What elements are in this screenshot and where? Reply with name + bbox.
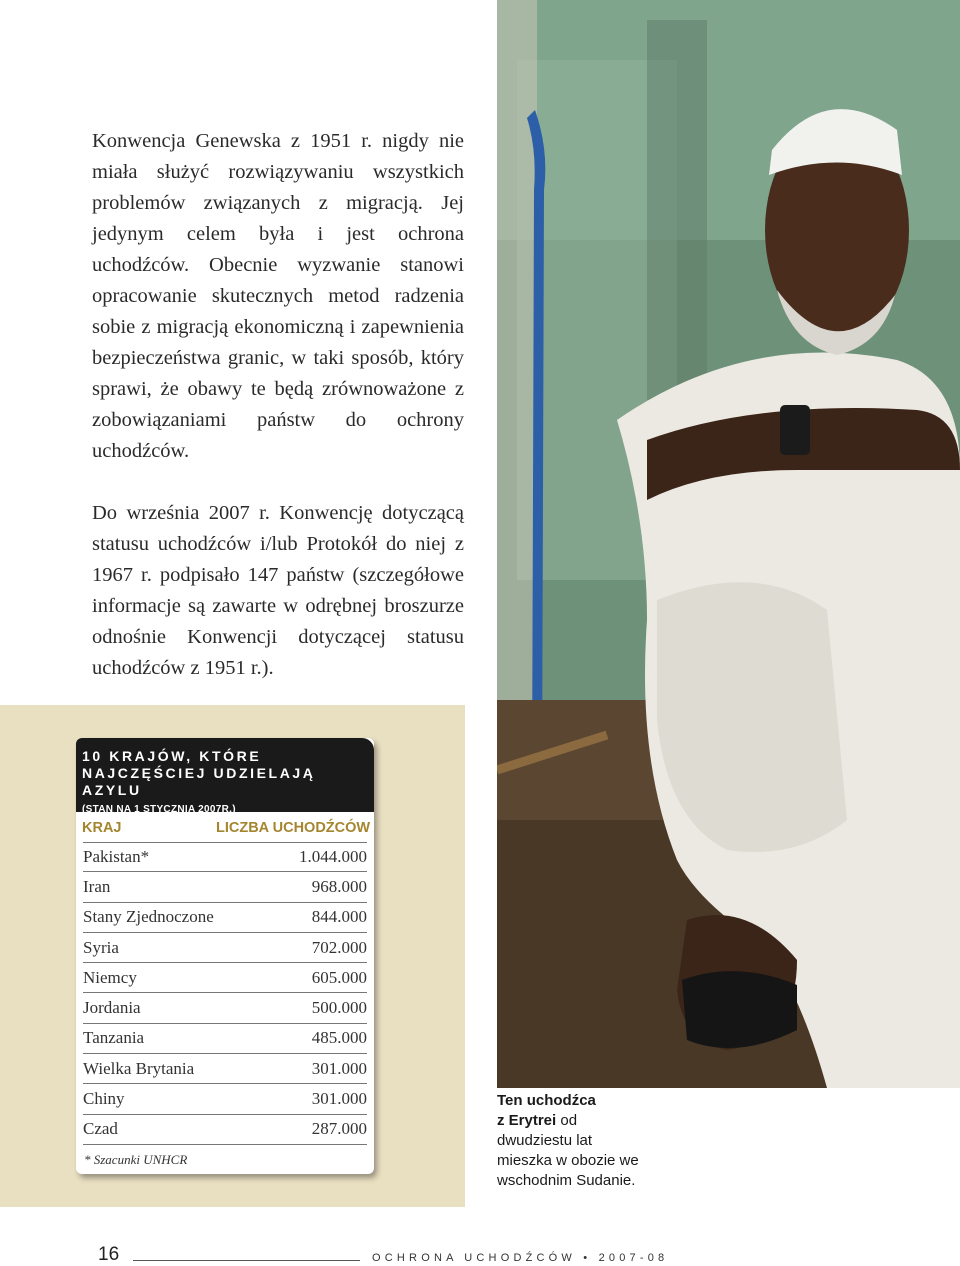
- column-header-count: LICZBA UCHODŹCÓW: [216, 820, 371, 836]
- publication-title: OCHRONA UCHODŹCÓW • 2007-08: [372, 1252, 669, 1264]
- caption-bold: z Erytrei: [497, 1112, 557, 1129]
- country-cell: Jordania: [83, 998, 141, 1018]
- table-title: 10 KRAJÓW, KTÓRE NAJCZĘŚCIEJ UDZIELAJĄ AZYLU: [82, 748, 316, 798]
- count-cell: 1.044.000: [299, 847, 367, 867]
- table-row: [83, 903, 367, 933]
- paragraph: Do września 2007 r. Konwencję dotyczącą statusu uchodźców i/lub Protokół do niej z 1967 r. podpisało 147 państw (szczegółowe informacje są zawarte w odrębnej broszurze odnośnie Konwencji dotyczącej statusu uchodźców z 1951 r.).: [92, 502, 464, 679]
- page-number: 16: [98, 1244, 120, 1265]
- table-row: [83, 993, 367, 1023]
- country-cell: Pakistan*: [83, 847, 150, 867]
- country-cell: Chiny: [83, 1089, 125, 1109]
- caption-text: od: [556, 1112, 578, 1129]
- table-footnote: * Szacunki UNHCR: [84, 1152, 188, 1167]
- country-cell: Syria: [83, 937, 119, 957]
- table-header: [76, 738, 374, 815]
- country-cell: Tanzania: [83, 1028, 145, 1048]
- table-row: [83, 933, 367, 963]
- table-row: [83, 842, 367, 872]
- count-cell: 287.000: [311, 1119, 367, 1139]
- country-cell: Stany Zjednoczone: [83, 907, 214, 927]
- country-cell: Czad: [83, 1119, 118, 1139]
- count-cell: 968.000: [311, 876, 367, 896]
- article-body: [92, 126, 464, 684]
- photo-illustration: [497, 0, 960, 1088]
- photo-caption: [497, 1091, 697, 1191]
- column-header-country: KRAJ: [82, 820, 122, 836]
- table-column-headers: [76, 812, 374, 844]
- count-cell: 485.000: [311, 1028, 367, 1048]
- count-cell: 301.000: [311, 1089, 367, 1109]
- table-row: [83, 1024, 367, 1054]
- count-cell: 844.000: [311, 907, 367, 927]
- caption-bold: Ten uchodźca: [497, 1092, 596, 1109]
- count-cell: 702.000: [311, 937, 367, 957]
- country-cell: Niemcy: [83, 967, 137, 987]
- caption-text: dwudziestu lat: [497, 1132, 593, 1149]
- count-cell: 500.000: [311, 998, 367, 1018]
- table-row: [83, 1115, 367, 1145]
- table-row: [83, 1054, 367, 1084]
- count-cell: 605.000: [311, 967, 367, 987]
- table-subtitle: (STAN NA 1 STYCZNIA 2007R.): [82, 804, 236, 815]
- table-row: [83, 1084, 367, 1114]
- country-cell: Wielka Brytania: [83, 1058, 195, 1078]
- caption-text: mieszka w obozie we: [497, 1152, 639, 1169]
- table-body: [83, 842, 367, 1145]
- country-cell: Iran: [83, 876, 111, 896]
- asylum-table-card: [76, 738, 374, 1174]
- caption-text: wschodnim Sudanie.: [497, 1172, 636, 1189]
- count-cell: 301.000: [311, 1058, 367, 1078]
- paragraph: Konwencja Genewska z 1951 r. nigdy nie miała służyć rozwiązywaniu wszystkich problemów związanych z migracją. Jej jedynym celem była i jest ochrona uchodźców. Obecnie wyzwanie stanowi opracowanie skutecznych metod radzenia sobie z migracją ekonomiczną i zapewnienia bezpieczeństwa granic, w taki sposób, który sprawi, że obawy te będą zrównoważone z zobowiązaniami państw do ochrony uchodźców.: [92, 130, 464, 462]
- table-row: [83, 872, 367, 902]
- footer-divider: [133, 1260, 360, 1261]
- table-row: [83, 963, 367, 993]
- refugee-photo: [497, 0, 960, 1088]
